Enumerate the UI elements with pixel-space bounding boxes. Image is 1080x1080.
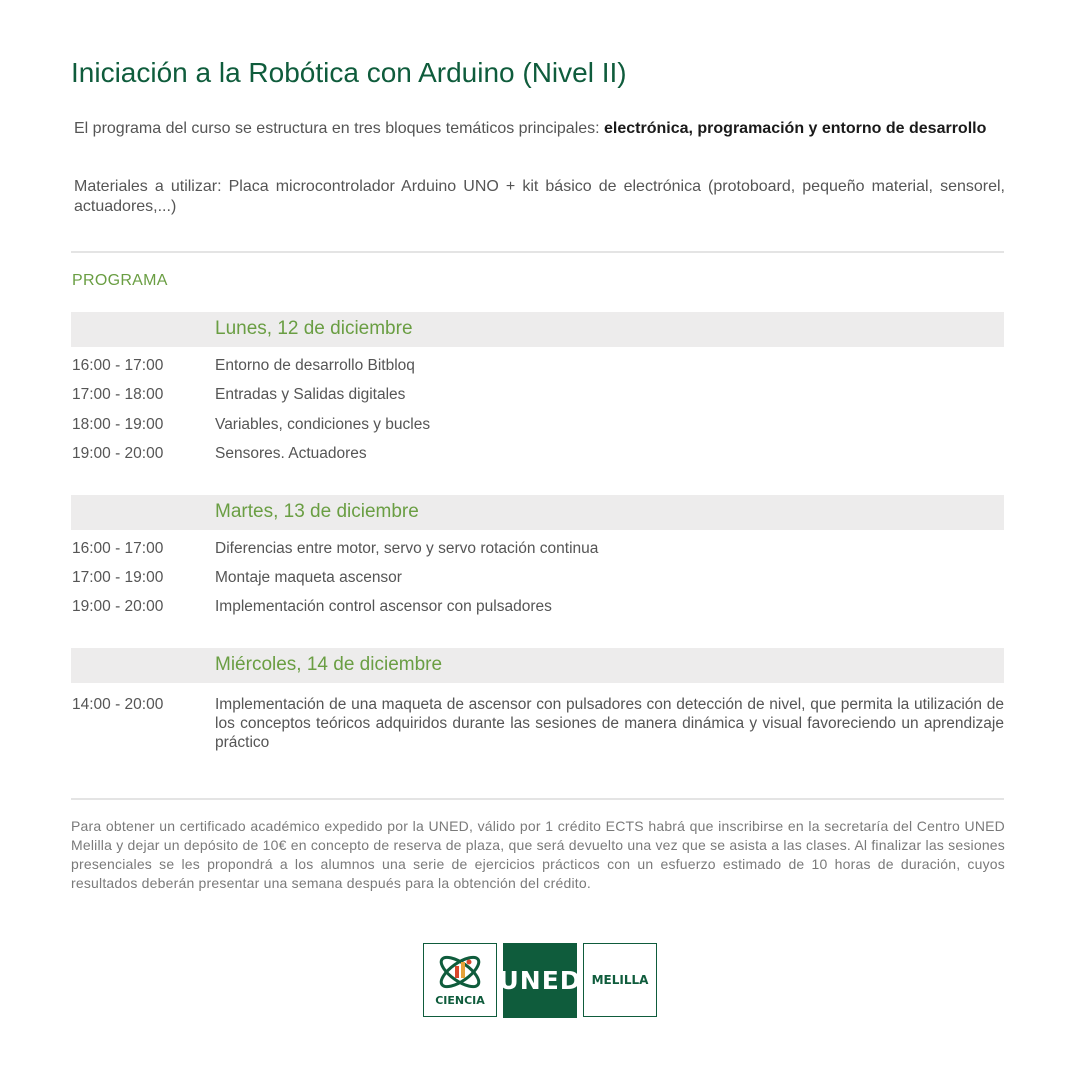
certificate-note: Para obtener un certificado académico expedido por la UNED, válido por 1 crédito ECTS habrá que inscribirse en la secretaría del Centro UNED Melilla y dejar un depósito de 10€ en concepto de reserva de plaza, que será devuelto una vez que se asista a las clases. Al finalizar las sesiones presenciales se les propondrá a los alumnos una serie de ejercicios prácticos con un esfuerzo estimado de 10 horas de duración, cuyos resultados deberán presentar una semana después para la obtención del crédito. (71, 818, 1005, 891)
day-heading: Martes, 13 de diciembre (215, 501, 419, 522)
uned-logo (498, 943, 582, 1018)
session-time: 16:00 - 17:00 (72, 540, 164, 557)
session-time: 19:00 - 20:00 (72, 445, 164, 462)
day-heading: Miércoles, 14 de diciembre (215, 654, 443, 675)
session-description: Implementación de una maqueta de ascensor con pulsadores con detección de nivel, que permita la utilización de los conceptos teóricos adquiridos durante las sesiones de manera dinámica y visual favoreciendo un aprendizaje práctico (215, 696, 1004, 751)
ciencia-logo (423, 943, 497, 1017)
session-time: 19:00 - 20:00 (72, 598, 164, 615)
atom-icon (432, 948, 488, 998)
day-heading: Lunes, 12 de diciembre (215, 318, 413, 339)
day-header-tuesday (71, 495, 1004, 530)
section-label: PROGRAMA (72, 272, 168, 289)
ciencia-label: CIENCIA (435, 994, 485, 1007)
session-time: 16:00 - 17:00 (72, 357, 164, 374)
logo-strip (423, 943, 657, 1018)
session-time: 14:00 - 20:00 (72, 696, 164, 713)
day-header-wednesday (71, 648, 1004, 683)
session-description: Entorno de desarrollo Bitbloq (215, 357, 415, 374)
intro-text: El programa del curso se estructura en tres bloques temáticos principales: (74, 120, 605, 137)
day-header-monday (71, 312, 1004, 347)
session-time: 18:00 - 19:00 (72, 416, 164, 433)
melilla-logo (583, 943, 657, 1017)
materials-paragraph: Materiales a utilizar: Placa microcontrolador Arduino UNO + kit básico de electrónica (protoboard, pequeño material, sensorel, actuadores,...) (74, 178, 1005, 215)
session-description: Diferencias entre motor, servo y servo rotación continua (215, 540, 599, 557)
top-divider (71, 251, 1004, 253)
session-description: Sensores. Actuadores (215, 445, 367, 462)
session-description: Montaje maqueta ascensor (215, 569, 402, 586)
intro-bold-topics: electrónica, programación y entorno de desarrollo (604, 120, 987, 137)
session-time: 17:00 - 19:00 (72, 569, 164, 586)
session-description: Entradas y Salidas digitales (215, 386, 406, 403)
intro-paragraph (74, 119, 1005, 139)
bottom-divider (71, 798, 1004, 800)
melilla-label: MELILLA (591, 973, 649, 987)
session-time: 17:00 - 18:00 (72, 386, 164, 403)
session-description: Implementación control ascensor con pulsadores (215, 598, 552, 615)
page-title: Iniciación a la Robótica con Arduino (Nivel II) (71, 57, 627, 88)
session-description: Variables, condiciones y bucles (215, 416, 431, 433)
uned-label: UNED (498, 966, 582, 995)
